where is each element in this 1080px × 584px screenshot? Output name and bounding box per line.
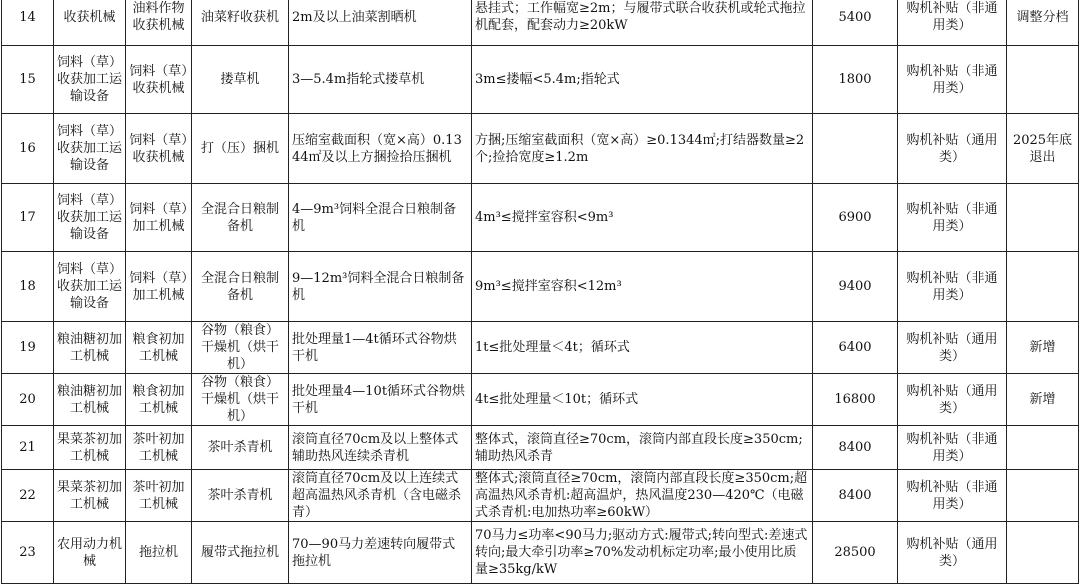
cell-remark <box>1007 46 1079 114</box>
cell-params: 方捆;压缩室截面积（宽×高）≥0.1344㎡;打结器数量≥2个;捡拾宽度≥1.2m <box>472 114 813 184</box>
cell-category: 粮油糖初加工机械 <box>54 374 126 426</box>
cell-subcategory: 饲料（草）加工机械 <box>126 184 192 252</box>
cell-subcategory: 饲料（草）收获机械 <box>126 46 192 114</box>
cell-subcategory: 粮食初加工机械 <box>126 322 192 374</box>
cell-item: 履带式拖拉机 <box>192 522 289 584</box>
cell-grade: 压缩室截面积（宽×高）0.1344㎡及以上方捆捡拾压捆机 <box>289 114 472 184</box>
cell-seq: 16 <box>2 114 54 184</box>
cell-grade: 滚筒直径70cm及以上连续式超高温热风杀青机（含电磁杀青） <box>289 470 472 522</box>
cell-seq: 15 <box>2 46 54 114</box>
cell-subcategory: 茶叶初加工机械 <box>126 426 192 470</box>
cell-remark: 调整分档 <box>1007 0 1079 46</box>
cell-subcategory: 饲料（草）加工机械 <box>126 252 192 322</box>
cell-seq: 21 <box>2 426 54 470</box>
cell-params: 整体式，滚筒直径≥70cm，滚筒内部直段长度≥350cm;辅助热风杀青 <box>472 426 813 470</box>
cell-item: 打（压）捆机 <box>192 114 289 184</box>
cell-remark <box>1007 426 1079 470</box>
cell-item: 茶叶杀青机 <box>192 470 289 522</box>
cell-amount: 9400 <box>813 252 898 322</box>
table-row <box>2 374 1079 426</box>
cell-params: 4m³≤搅拌室容积<9m³ <box>472 184 813 252</box>
cell-amount: 1800 <box>813 46 898 114</box>
cell-grade: 2m及以上油菜割晒机 <box>289 0 472 46</box>
cell-type: 购机补贴（非通用类） <box>898 252 1007 322</box>
cell-category: 粮油糖初加工机械 <box>54 322 126 374</box>
cell-grade: 70—90马力差速转向履带式拖拉机 <box>289 522 472 584</box>
cell-item: 谷物（粮食）干燥机（烘干机） <box>192 374 289 426</box>
cell-seq: 17 <box>2 184 54 252</box>
table-row <box>2 114 1079 184</box>
cell-seq: 14 <box>2 0 54 46</box>
cell-remark: 2025年底退出 <box>1007 114 1079 184</box>
cell-params: 整体式;滚筒直径≥70cm，滚筒内部直段长度≥350cm;超高温热风杀青机:超高温炉，热风温度230—420℃（电磁式杀青机:电加热功率≥60kW） <box>472 470 813 522</box>
table-row <box>2 470 1079 522</box>
cell-seq: 20 <box>2 374 54 426</box>
cell-remark: 新增 <box>1007 374 1079 426</box>
table-row <box>2 322 1079 374</box>
cell-type: 购机补贴（通用类） <box>898 322 1007 374</box>
cell-remark <box>1007 522 1079 584</box>
cell-grade: 批处理量1—4t循环式谷物烘干机 <box>289 322 472 374</box>
cell-grade: 3—5.4m指轮式搂草机 <box>289 46 472 114</box>
cell-category: 饲料（草）收获加工运输设备 <box>54 114 126 184</box>
cell-item: 茶叶杀青机 <box>192 426 289 470</box>
cell-seq: 23 <box>2 522 54 584</box>
cell-params: 9m³≤搅拌室容积<12m³ <box>472 252 813 322</box>
table-body <box>2 0 1079 584</box>
cell-amount: 5400 <box>813 0 898 46</box>
cell-category: 饲料（草）收获加工运输设备 <box>54 46 126 114</box>
cell-type: 购机补贴（非通用类） <box>898 470 1007 522</box>
table-row <box>2 184 1079 252</box>
cell-category: 饲料（草）收获加工运输设备 <box>54 184 126 252</box>
cell-params: 4t≤批处理量＜10t；循环式 <box>472 374 813 426</box>
table-row <box>2 46 1079 114</box>
cell-grade: 批处理量4—10t循环式谷物烘干机 <box>289 374 472 426</box>
cell-subcategory: 茶叶初加工机械 <box>126 470 192 522</box>
cell-amount: 16800 <box>813 374 898 426</box>
cell-amount: 6900 <box>813 184 898 252</box>
cell-category: 饲料（草）收获加工运输设备 <box>54 252 126 322</box>
table-row <box>2 252 1079 322</box>
cell-amount <box>813 114 898 184</box>
cell-remark: 新增 <box>1007 322 1079 374</box>
cell-type: 购机补贴（通用类） <box>898 114 1007 184</box>
cell-amount: 8400 <box>813 426 898 470</box>
table-row <box>2 0 1079 46</box>
cell-params: 70马力≤功率<90马力;驱动方式:履带式;转向型式:差速式转向;最大牵引功率≥70%发动机标定功率;最小使用比质量≥35kg/kW <box>472 522 813 584</box>
cell-item: 谷物（粮食）干燥机（烘干机） <box>192 322 289 374</box>
cell-seq: 18 <box>2 252 54 322</box>
cell-type: 购机补贴（非通用类） <box>898 0 1007 46</box>
table-row <box>2 426 1079 470</box>
cell-type: 购机补贴（非通用类） <box>898 426 1007 470</box>
cell-type: 购机补贴（通用类） <box>898 374 1007 426</box>
cell-item: 全混合日粮制备机 <box>192 252 289 322</box>
cell-amount: 8400 <box>813 470 898 522</box>
cell-seq: 22 <box>2 470 54 522</box>
subsidy-table <box>1 0 1079 584</box>
cell-item: 全混合日粮制备机 <box>192 184 289 252</box>
cell-params: 悬挂式；工作幅宽≥2m；与履带式联合收获机或轮式拖拉机配套，配套动力≥20kW <box>472 0 813 46</box>
cell-grade: 9—12m³饲料全混合日粮制备机 <box>289 252 472 322</box>
cell-params: 1t≤批处理量＜4t；循环式 <box>472 322 813 374</box>
cell-subcategory: 粮食初加工机械 <box>126 374 192 426</box>
cell-category: 果菜茶初加工机械 <box>54 426 126 470</box>
table-row <box>2 522 1079 584</box>
cell-grade: 滚筒直径70cm及以上整体式辅助热风连续杀青机 <box>289 426 472 470</box>
cell-seq: 19 <box>2 322 54 374</box>
cell-params: 3m≤搂幅<5.4m;指轮式 <box>472 46 813 114</box>
cell-type: 购机补贴（非通用类） <box>898 46 1007 114</box>
cell-item: 搂草机 <box>192 46 289 114</box>
cell-category: 收获机械 <box>54 0 126 46</box>
cell-remark <box>1007 470 1079 522</box>
cell-remark <box>1007 252 1079 322</box>
cell-item: 油菜籽收获机 <box>192 0 289 46</box>
cell-grade: 4—9m³饲料全混合日粮制备机 <box>289 184 472 252</box>
cell-subcategory: 饲料（草）收获机械 <box>126 114 192 184</box>
subsidy-table-container <box>1 0 1078 584</box>
cell-remark <box>1007 184 1079 252</box>
cell-category: 果菜茶初加工机械 <box>54 470 126 522</box>
cell-type: 购机补贴（通用类） <box>898 522 1007 584</box>
cell-subcategory: 拖拉机 <box>126 522 192 584</box>
cell-category: 农用动力机械 <box>54 522 126 584</box>
cell-subcategory: 油料作物收获机械 <box>126 0 192 46</box>
cell-type: 购机补贴（非通用类） <box>898 184 1007 252</box>
cell-amount: 6400 <box>813 322 898 374</box>
cell-amount: 28500 <box>813 522 898 584</box>
